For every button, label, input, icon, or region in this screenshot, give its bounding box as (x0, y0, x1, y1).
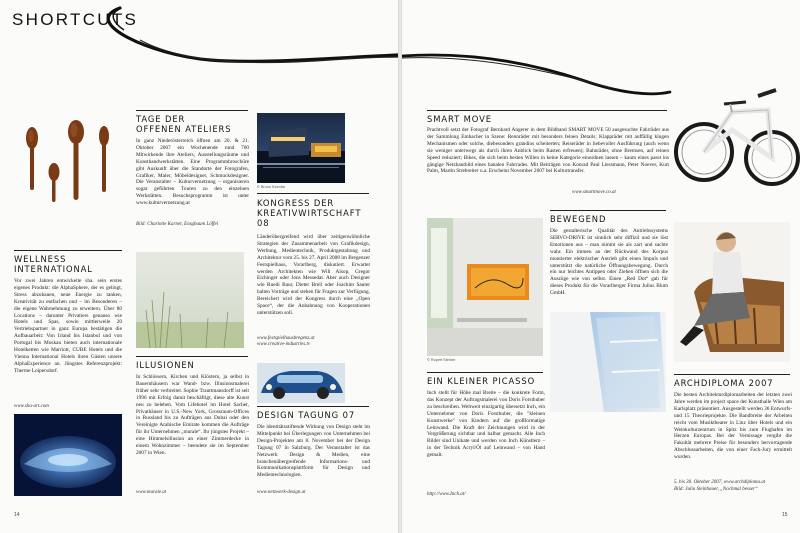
right-page (402, 0, 800, 533)
section-title: SHORTCUTS (12, 10, 139, 29)
wellness-heading (14, 254, 129, 274)
rule-design (257, 406, 369, 407)
wellness-url[interactable]: www.sha-art.com (14, 404, 49, 409)
archdiploma-credit: Bild: Julia Steinhauer, „Nochmal besser“ (674, 487, 758, 492)
picasso-body: Inch stellt für Höhe mal Breite – die konkrete Form, das Konzept der Auftragsmalerei von Doris Forsthuber zu beschreiben. Weltweit einzigartig übersetzt Inch, ein Unternehmer von Doris Forsthuber, die "kleinen Kunstwerke" von Kindern auf die großformatige Leinwand. Die Kraft der Zeichnungen wird in der Vergrößerung sichtbar und halbar gemacht. Alle Inch Bilder sind Unikate und werden von Inch Künstlern – in der Technik Acryl/Öl auf Leinwand – von Hand gemalt. (427, 390, 545, 459)
bewegend-body: Die gestalterische Qualität des Antriebssystems SERVO-DRIVE ist sinnlich sehr diffizil und sie löst Emotionen aus – man nimmt sie als zart und sachte wahr. Ein immen an der Rückwand des Korpus montierter elektrischer Antrieb gibt einen Impuls und unterstützt die natürliche Öffnungsbewegung. Durch ein nur leichtes Antippen oder Ziehen öffnen sich die Auszüge wie von selbst. Einen „Red Dot“ gab für dieses Produkt für die Vorarlberger Firma Julius Blum GmbH. (550, 228, 668, 297)
illusionen-heading: ILLUSIONEN (136, 360, 195, 370)
wellness-body: Vor zwei Jahren entwickelte sha. sein erstes eigenes Produkt: die AlphaSphere, der es gelingt, Stress abzubauen, neue Energie zu tanken, Kreativität zu entfachen und – im Besonderen – die eigene Wahrnehmung zu erweitern. Über 80 Locations – darunter Privatiers genauso wie Hotels und Spas, sowie mittlerweile 20 Vertriebspartner in ganz Europa bestätigen die Aufbauarbeit: Von Irland bis Istanbul und von Portugal bis Moskau bieten auch internationale Hotelketten wie Marriott, CUBE Hotels und die Vienna International Hotels ihren Gästen unsere AlphaExperience an. Jüngstes Referenzprojekt: Therme Loipersdorf. (14, 278, 122, 374)
grass-illusion-image (136, 252, 244, 348)
wellness-heading-line2: INTERNATIONAL (14, 264, 93, 274)
rule-illusionen (136, 356, 248, 357)
design-body: Die identitätsstiftende Wirkung von Design steht im Mittelpunkt bei Überlegungen von Unternehmen bei Design-Projekten am 8. November bei der Design Tagung 07 in Salzburg. Der Veranstalter ist das Netzwerk Design & Medien, eine branchenübergreifende Informations- und Kommunikationsplattform für Design und Medientechnologien. (257, 424, 370, 479)
festival-building-photo (257, 113, 345, 183)
rule-picasso (427, 372, 543, 373)
left-page (0, 0, 398, 533)
illusionen-url[interactable]: www.murale.at (136, 490, 167, 495)
kongress-heading-line3: 08 (257, 218, 270, 228)
page-number-right: 15 (782, 512, 788, 518)
bewegend-heading: BEWEGEND (550, 214, 607, 224)
design-heading: DESIGN TAGUNG 07 (257, 410, 356, 420)
rule-bewegend (550, 210, 666, 211)
tage-heading (136, 114, 251, 134)
rule-archdiploma (674, 374, 790, 375)
page-number-left: 14 (14, 512, 20, 518)
interior-painting-photo (427, 218, 543, 356)
rule-tage (136, 110, 248, 111)
drawer-product-image (550, 312, 666, 412)
archdiploma-dates (674, 480, 792, 486)
kongress-heading-line2: KREATIVWIRTSCHAFT (257, 208, 362, 218)
smart-heading: SMART MOVE (427, 114, 492, 124)
rule-smart (427, 110, 667, 111)
kongress-body: Länderübergreifend wird über zeitlgenwöhnliche Strategien der Zusammenarbeit von Grafikdesign, Werbung, Medientechnik, Produktgestaltung und Architektur vom 25. bis 27. April 2008 im Bregenzer Festspielhaus, Vorarlberg, diskutiert. Erwartet werden Architekten wie Will Alsop, Gregor Eichinger oder Jons Messedat. Aber auch Designer wie Ruedi Baur, Dieter Brell oder Joachim Sauter halten Vorträge und stehen für Fragen zur Verfügung. Bereichert wird der Kongress durch eine „Open Space“, der die Anbahnung von Kooperationen unterstützen soll. (257, 234, 370, 316)
picasso-photo-credit: © Rupert Steiner (427, 358, 456, 362)
rule-kongress (257, 193, 369, 194)
smart-body: Prachtvoll setzt der Fotograf Bernhard Angerer in dem Bildband SMART MOVE 50 ausgesuchte Fahrräder aus der Sammlung Embacher in Szene: Rennräder mit besonders feinen Details; Klappräder mit auffällig klugen Mechanismen oder solche, diebesonders grandios scheiterten; Reiseräder in liebevoller Ausführung (auch wenn sie weniger unterwegs als durch ihren Anblick beim Rasten erfreuen); Bahnräder, ohne Bremsen, auf reinen Speed reduziert; Bikes, die sich beim besten Willen in keine Kategorie einordnen lassen – kaum eines passt ins gängige Netzhautbild eines banalen Fahrrades. Mit Beiträgen von Konrad Paul Liessmann, Peter Noever, Kurt Palm, Martin Strebreiter u.a. Erscheint November 2007 bei Kulturtransfer. (427, 127, 669, 175)
kongress-photo-credit: © Bruno Klomfar (257, 185, 286, 189)
archdiploma-url[interactable]: www.archdiploma.at (723, 480, 766, 485)
tage-body: In ganz Niederösterreich öffnen am 20. & 21. Oktober 2007 ein Wochenende rund 700 Mitwirkende ihre Ateliers, Ausstellungsräume und Kunsthandwerkstätten. Eine Programmbroschüre gibt Auskunft über die Standorte der Fotografen, Grafiker, Maler, Möbeldesigner, Schmuckdesigner. Die Veranstalter – Kulturvernetzung – organisieren sogar geführten Touren zu den einzelnen Werkstätten. Besuchsprogramm ist unter www.kulturvernetzung.at (136, 138, 249, 207)
picasso-heading: EIN KLEINER PICASSO (427, 376, 536, 386)
woman-chair-photo (674, 222, 790, 362)
illusionen-body: In Schlössern, Kirchen und Klöstern, ja selbst in Bauernhäusern war Wand- bzw. Illusionsmalerei früher sehr verbreitet. Sophie Trauttmansdorff ist seit 1996 mit Erfolg damit beschäftigt, diese alte Kunst neu zu beleben. Vom Lifehotel im Hotel Sacher, Privathäuser in U.S.-New York, Grossraum-Offices in Russland bis zu Aufträgen aus Dubai oder den Vereinigte Arabische Emirate kommen die Aufträge für ihr Unternehmen „murale“. Ihr jüngstes Projekt – eine Himmelsillusion an einer Zimmerdecke in einem Wohnzimmer – beendete sie im September 2007 in Wien. (136, 374, 249, 456)
archdiploma-body: Die besten Architekturdiplomarbeiten der letzten zwei Jahre werden im project space der Kunsthalle Wien am Karlsplatz präsentiert. Ausgestellt werden 36 Entwurfs- und 15 Theorieprojekte. Die Bandbreite der Arbeiten reicht vom Musiktheater in Linz über Hotels und ein Weinkulturzentrum in Spitz bis zum Flughafen im Herzen Europas. Bei der Vernissage vergibt die Fakultät mehrere Preise für besonders hervorragende Abschlussarbeiten, die von einer Fach-Jury ermittelt wurden. (674, 392, 792, 461)
kongress-heading (257, 198, 377, 228)
wooden-spoons-image (14, 110, 122, 210)
archdiploma-heading: ARCHDIPLOMA 2007 (674, 378, 774, 388)
kongress-url-2[interactable]: www.creative-industries.tv (257, 342, 311, 347)
tage-credit: Bild: Charlotte Karner, Ensgbaum Löffel (136, 222, 219, 227)
design-url[interactable]: www.netzwerk-design.at (257, 490, 306, 495)
bicycle-image (672, 60, 800, 190)
mini-car-image (257, 363, 345, 403)
picasso-url[interactable]: http://www.Inch.at/ (427, 492, 466, 497)
wellness-heading-line1: WELLNESS (14, 254, 67, 264)
brush-swoosh-graphic (0, 0, 398, 100)
tage-heading-line2: OFFENEN ATELIERS (136, 124, 232, 134)
archdiploma-dates-text: 5. bis 30. Oktober 2007, (674, 480, 723, 485)
rule-wellness (14, 250, 122, 251)
alpha-sphere-image (14, 414, 122, 496)
smart-url[interactable]: www.smartmove.co.at (572, 190, 616, 195)
kongress-heading-line1: KONGRESS DER (257, 198, 335, 208)
kongress-url-1[interactable]: www.festspielhausbregenz.at (257, 336, 315, 341)
tage-heading-line1: TAGE DER (136, 114, 186, 124)
